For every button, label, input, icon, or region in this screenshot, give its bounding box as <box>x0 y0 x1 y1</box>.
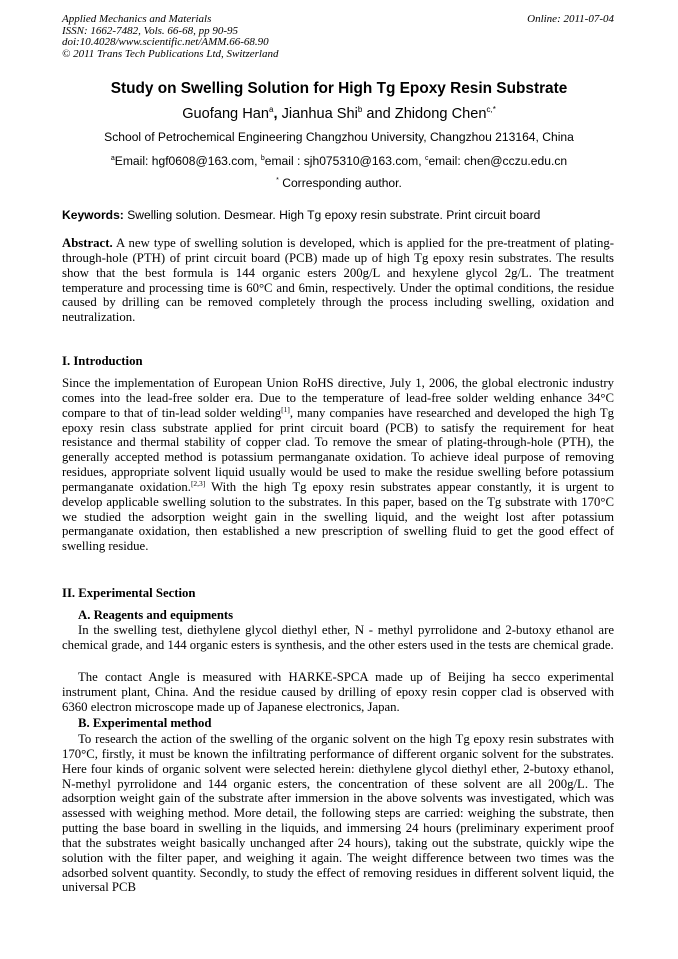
doi-line: doi:10.4028/www.scientific.net/AMM.66-68.90 <box>62 36 269 49</box>
author-sup: c,* <box>486 105 496 114</box>
subsection-heading-method: B. Experimental method <box>78 716 212 730</box>
abstract-text: A new type of swelling solution is developed, which is applied for the pre-treatment of plating-through-hole (PTH) of print circuit board (PCB) made up of high Tg epoxy resin substrates. The results show that the best formula is 144 organic esters 200g/L and hexylene glycol 2g/L. The treatment temperature and processing time is 60°C and 6min, respectively. Under the optimal conditions, the residue caused by drilling can be removed completely through the process including swelling, oxidation and neutralization. <box>62 236 614 325</box>
subsection-heading-reagents: A. Reagents and equipments <box>78 608 234 622</box>
citation-ref[interactable]: [1] <box>281 404 290 414</box>
author-sup: a <box>269 105 274 114</box>
copyright-line: © 2011 Trans Tech Publications Ltd, Switzerland <box>62 47 279 60</box>
keywords <box>62 208 617 223</box>
corresponding-text: Corresponding author. <box>278 176 402 191</box>
author-name: Guofang Han <box>182 105 270 122</box>
email-sup: c <box>424 155 429 162</box>
section-heading-experimental: II. Experimental Section <box>62 586 196 600</box>
email-link[interactable]: email : sjh075310@163.com, <box>264 154 425 169</box>
affiliation: School of Petrochemical Engineering Changzhou University, Changzhou 213164, China <box>104 130 574 144</box>
keywords-text: Swelling solution. Desmear. High Tg epoxy resin substrate. Print circuit board <box>123 208 541 222</box>
introduction-paragraph <box>62 376 614 554</box>
author-separator: and <box>362 105 395 122</box>
section-heading-introduction: I. Introduction <box>62 354 143 368</box>
author-sup: b <box>357 105 363 114</box>
method-paragraph: To research the action of the swelling of the organic solvent on the high Tg epoxy resin substrates with 170°C, firstly, it must be known the infiltrating performance of different organic solvent for the substrates. Here four kinds of organic solvent were selected herein: diethylene glycol diethyl ether, 2-butoxy ethanol, N-methyl pyrrolidone and 144 organic esters, the concentration of these solvent are all 200g/L. The adsorption weight gain of the substrate after immersion in the above solvents was investigated, which was assessed with weighing method. More detail, the following steps are carried: weighing the substrate, then putting the base board in swelling in the liquids, and immersing 24 hours (preliminary experiment proof that the substrates weight basically unchanged after 24 hours), taking out the substrate, quickly wipe the solution with the filter paper, and weighing it again. The weight difference between two times was the adsorbed solvent quantity. Secondly, to study the effect of removing residues in different solvent liquid, the universal PCB <box>62 732 614 895</box>
author-list <box>0 101 678 123</box>
intro-text: With the high Tg epoxy resin substrates appear constantly, it is urgent to develop applicable swelling solution to the substrates. In this paper, based on the Tg substrate with 170°C we studied the adsorption weight gain in the swelling liquid, and the weight lost after potassium permanganate oxidation, then established a new prescription of swelling fluid to get the good effect of swelling residue. <box>62 479 614 554</box>
keywords-label: Keywords: <box>62 208 124 222</box>
abstract <box>62 236 614 325</box>
corresponding-sup: * <box>276 177 279 184</box>
email-sup: b <box>260 155 265 162</box>
paper-title: Study on Swelling Solution for High Tg Epoxy Resin Substrate <box>110 80 568 97</box>
issn-line: ISSN: 1662-7482, Vols. 66-68, pp 90-95 <box>62 24 238 37</box>
equipment-paragraph: The contact Angle is measured with HARKE-SPCA made up of Beijing ha secco experimental instrument plant, China. And the residue caused by drilling of epoxy resin copper clad is observed with 6360 electron microscope made up of Japanese electronics, Japan. <box>62 670 614 714</box>
email-line <box>0 151 678 169</box>
corresponding-author-note <box>0 173 678 191</box>
abstract-label: Abstract. <box>62 236 113 250</box>
intro-text: Since the implementation of European Union RoHS directive, July 1, 2006, the global electronic industry comes into the lead-free solder era. Due to the temperature of lead-free solder welding enhance 34°C compare to that of tin-lead solder welding <box>62 376 614 420</box>
author-name: Jianhua Shi <box>281 105 358 122</box>
email-link[interactable]: email: chen@cczu.edu.cn <box>428 154 568 169</box>
email-link[interactable]: Email: hgf0608@163.com, <box>114 154 261 169</box>
email-sup: a <box>110 155 115 162</box>
author-name: Zhidong Chen <box>394 105 487 122</box>
intro-text: , many companies have researched and developed the high Tg epoxy resin class substrate applied for print circuit board (PCB) to satisfy the requirement for heat resistance and thermal stability of copper clad. To remove the smear of plating-through-hole (PTH), the generally accepted method is potassium permanganate oxidation. To achieve ideal purpose of removing residues, appropriate solvent liquid usually would be used to make the residue swelling before potassium permanganate oxidation. <box>62 405 614 494</box>
journal-header <box>62 14 278 60</box>
author-separator: , <box>273 105 282 122</box>
reagents-paragraph: In the swelling test, diethylene glycol diethyl ether, N - methyl pyrrolidone and 2-butoxy ethanol are chemical grade, and 144 organic esters is synthesis, and the other esters used in the tests are chemical grade. <box>62 623 614 652</box>
online-date: Online: 2011-07-04 <box>527 13 614 25</box>
journal-name: Applied Mechanics and Materials <box>62 13 212 25</box>
citation-ref[interactable]: [2,3] <box>190 478 206 488</box>
